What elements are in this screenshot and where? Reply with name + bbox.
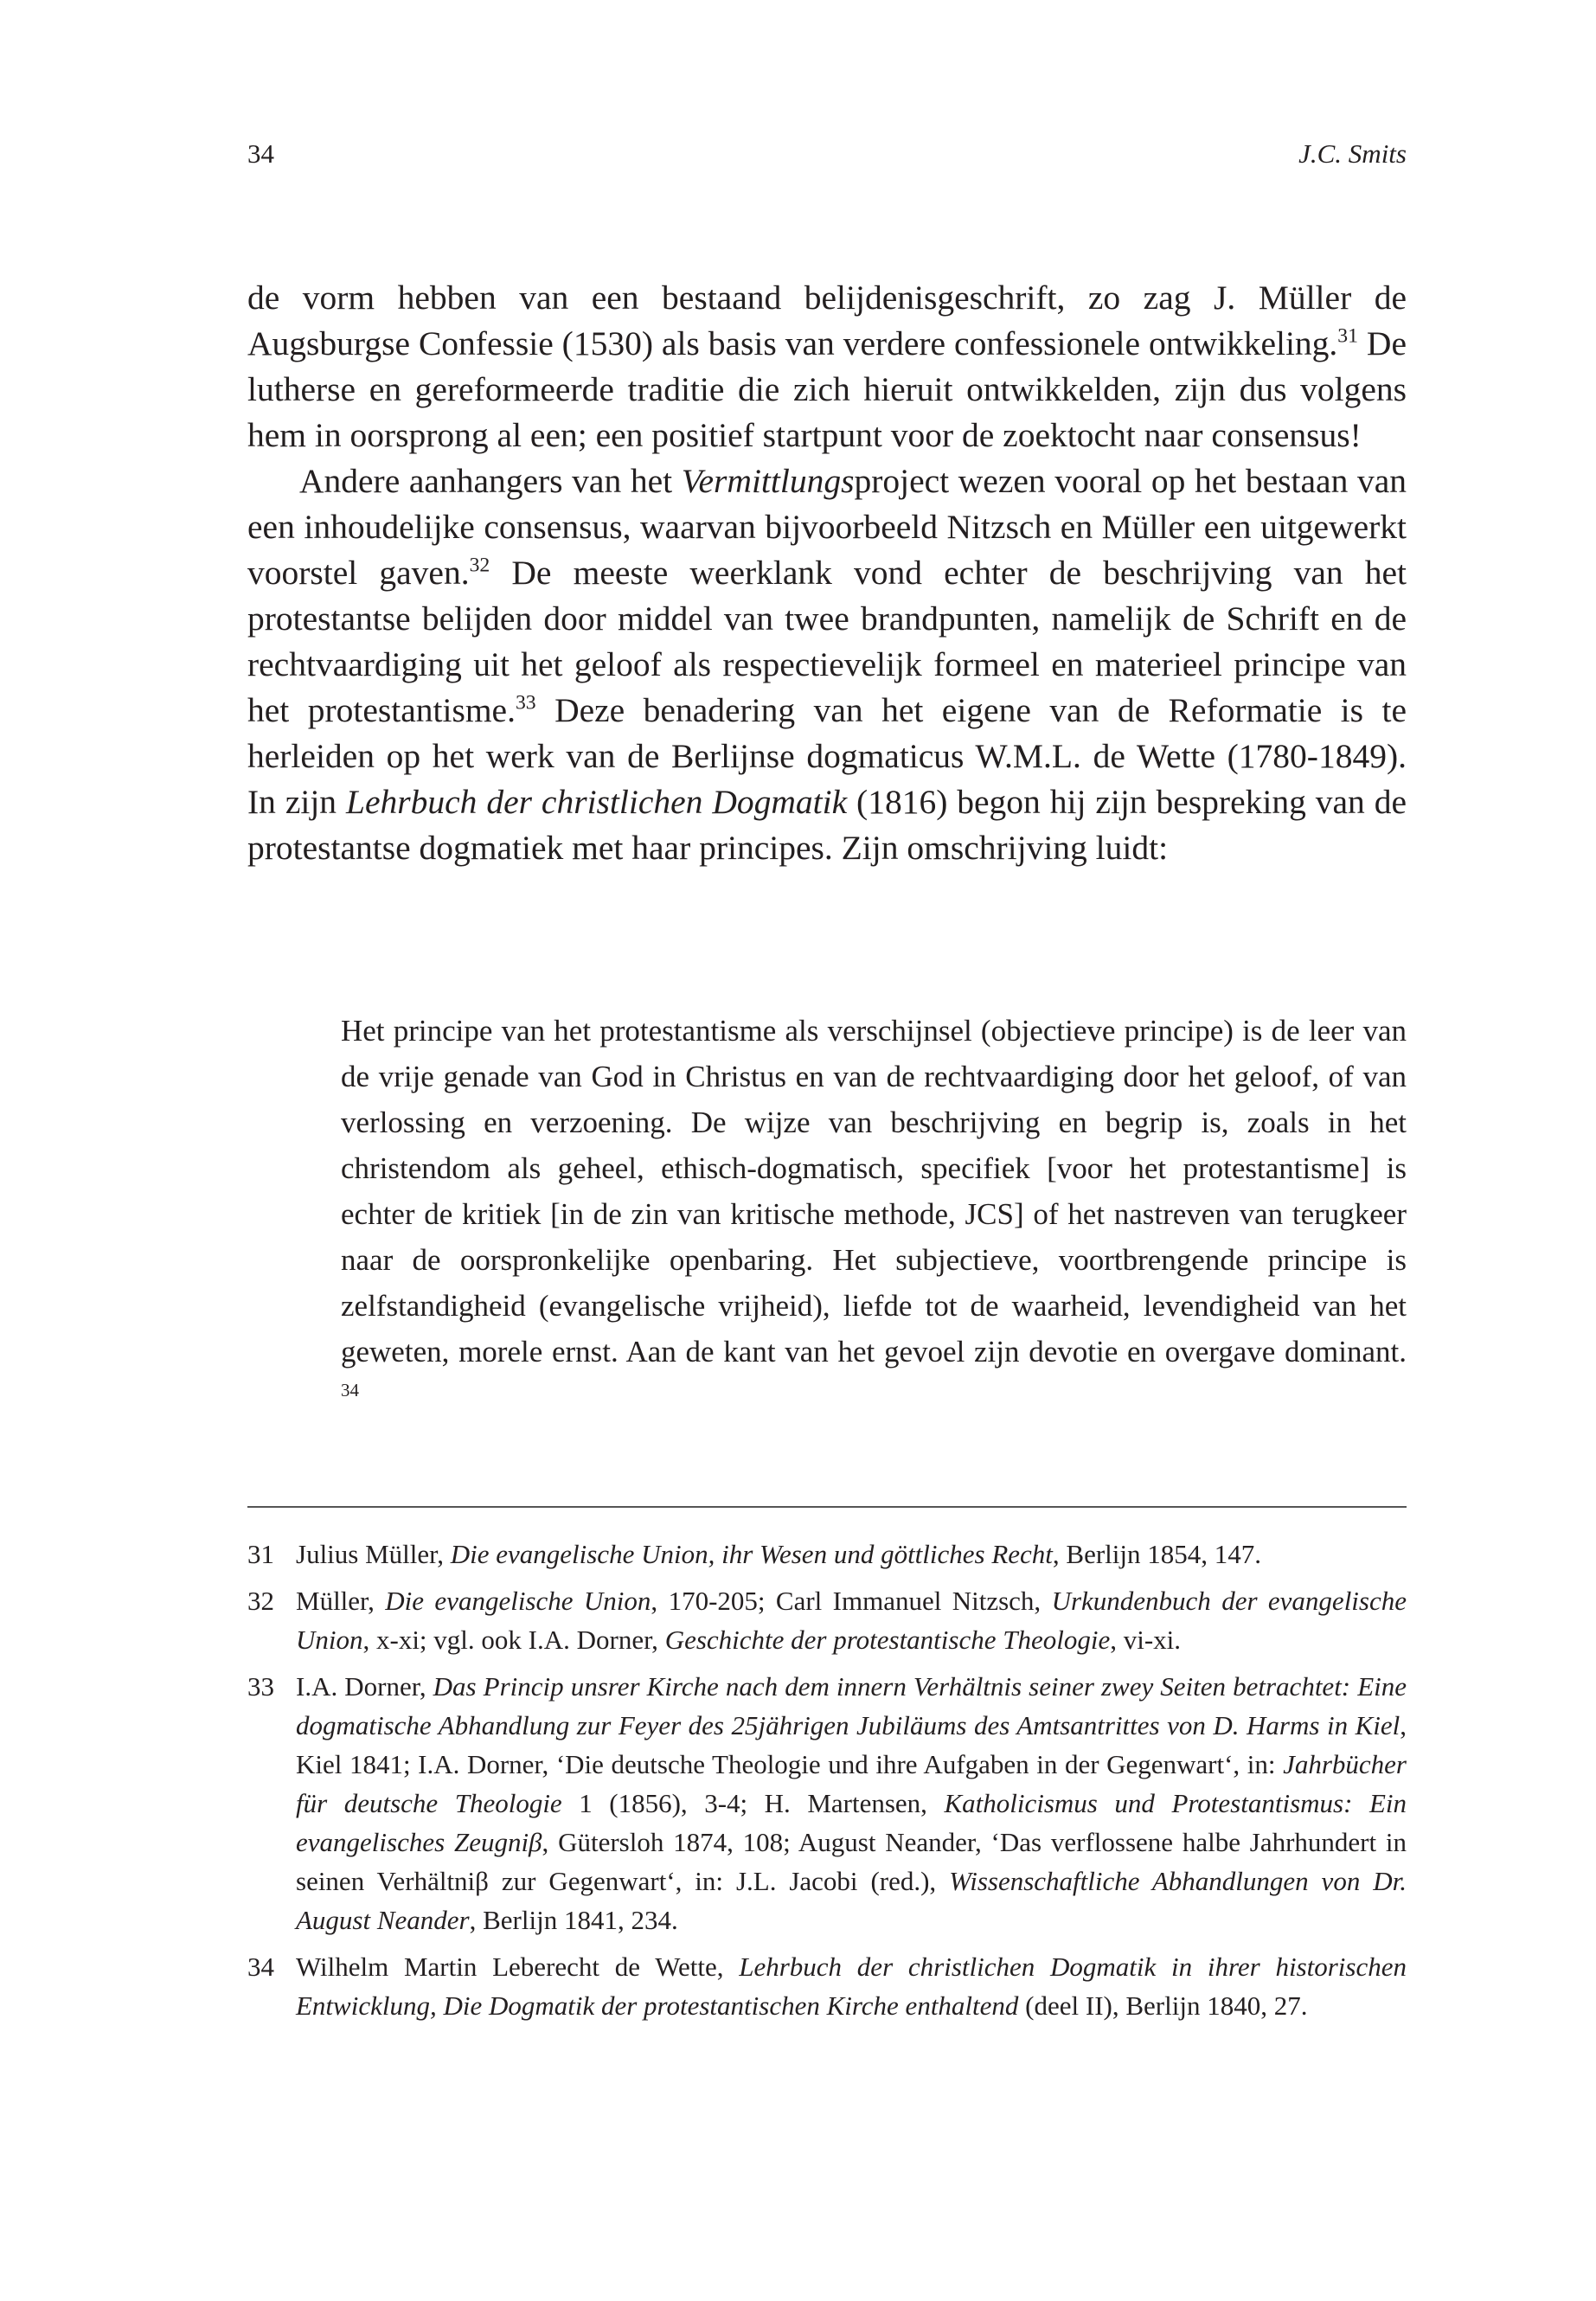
text-run: (deel II), Berlijn 1840, 27.	[1018, 1990, 1308, 2021]
block-quote	[341, 1008, 1407, 1420]
italic-term: Vermittlungs	[681, 462, 855, 500]
book-title: Geschichte der protestantische Theologie	[664, 1625, 1111, 1655]
running-head-author: J.C. Smits	[1298, 138, 1407, 169]
book-title: Die evangelische Union, ihr Wesen und göttliches Recht	[450, 1539, 1053, 1569]
text-run: , vi-xi.	[1110, 1625, 1182, 1655]
footnotes	[247, 1535, 1407, 2025]
text-run: , Kiel 1841; I.A. Dorner, ‘Die deutsche Theologie und ihre Aufgaben in der Gegenwart‘, in:	[296, 1710, 1407, 1779]
footnote-number: 33	[247, 1671, 274, 1702]
footnote-number: 34	[247, 1952, 274, 1982]
footnote-ref[interactable]: 31	[1337, 324, 1358, 348]
paragraph	[247, 458, 1407, 871]
footnote-number: 32	[247, 1586, 274, 1616]
book-title: Wissenschaftliche Abhandlungen von Dr. August Neander	[296, 1866, 1407, 1935]
book-title: Urkundenbuch der evangelische Union	[296, 1586, 1407, 1655]
text-run: , 170-205; Carl Immanuel Nitzsch,	[651, 1586, 1052, 1616]
text-run: Andere aanhangers van het	[299, 462, 682, 500]
text-run: De meeste weerklank vond echter de beschrijving van het protestantse belijden door middel van twee brandpunten, namelijk de Schrift en de rechtvaardiging uit het geloof als respectievelijk formeel en materieel principe van het protestantisme.	[247, 554, 1407, 729]
body-text	[247, 275, 1407, 871]
text-run: Julius Müller,	[296, 1539, 451, 1569]
text-run: , Berlijn 1841, 234.	[469, 1905, 678, 1935]
text-run: , x-xi; vgl. ook I.A. Dorner,	[362, 1625, 665, 1655]
text-run: De lutherse en gereformeerde traditie die zich hieruit ontwikkelden, zijn dus volgens hem in oorsprong al een; een positief startpunt voor de zoektocht naar consensus!	[247, 324, 1407, 454]
text-run: de vorm hebben van een bestaand belijdenisgeschrift, zo zag J. Müller de Augsburgse Confessie (1530) als basis van verdere confessionele ontwikkeling.	[247, 279, 1407, 362]
book-title: Jahrbücher für deutsche Theologie	[296, 1749, 1407, 1818]
footnote-ref[interactable]: 34	[341, 1379, 359, 1400]
book-title: Lehrbuch der christlichen Dogmatik	[346, 783, 848, 821]
text-run: , Berlijn 1854, 147.	[1052, 1539, 1262, 1569]
book-title: Lehrbuch der christlichen Dogmatik in ihrer historischen Entwicklung, Die Dogmatik der protestantischen Kirche enthaltend	[296, 1952, 1407, 2021]
book-title: Das Princip unsrer Kirche nach dem innern Verhältnis seiner zwey Seiten betrachtet: Eine dogmatische Abhandlung zur Feyer des 25jährigen Jubiläums des Amtsantrittes von D. Harms in Kiel	[296, 1671, 1407, 1740]
quote-text: Het principe van het protestantisme als verschijnsel (objectieve principe) is de leer van de vrije genade van God in Christus en van de rechtvaardiging door het geloof, of van verlossing en verzoening. De wijze van beschrijving en begrip is, zoals in het christendom als geheel, ethisch-dogmatisch, specifiek [voor het protestantisme] is echter de kritiek [in de zin van kritische methode, JCS] of het nastreven van terugkeer naar de oorspronkelijke openbaring. Het subjectieve, voortbrengende principe is zelfstandigheid (evangelische vrijheid), liefde tot de waarheid, levendigheid van het geweten, morele ernst. Aan de kant van het gevoel zijn devotie en overgave dominant.	[341, 1014, 1407, 1368]
footnote-ref[interactable]: 32	[469, 554, 490, 577]
footnote-number: 31	[247, 1539, 274, 1569]
text-run: Wilhelm Martin Leberecht de Wette,	[296, 1952, 740, 1982]
book-title: Die evangelische Union	[385, 1586, 651, 1616]
footnote	[247, 1581, 1407, 1659]
book-title: Katholicismus und Protestantismus: Ein evangelisches Zeugniβ	[296, 1788, 1407, 1857]
paragraph	[247, 275, 1407, 458]
footnote	[247, 1947, 1407, 2025]
text-run: (1816) begon hij zijn bespreking van de protestantse dogmatiek met haar principes. Zijn omschrijving luidt:	[247, 783, 1407, 867]
text-run: Müller,	[296, 1586, 386, 1616]
footnote	[247, 1667, 1407, 1939]
text-run: project wezen vooral op het bestaan van een inhoudelijke consensus, waarvan bijvoorbeeld Nitzsch en Müller een uitgewerkt voorstel gaven.	[247, 462, 1407, 592]
text-run: , Gütersloh 1874, 108; August Neander, ‘Das verflossene halbe Jahrhundert in seinen Verhältniβ zur Gegenwart‘, in: J.L. Jacobi (red.),	[296, 1827, 1407, 1896]
text-run: Deze benadering van het eigene van de Reformatie is te herleiden op het werk van de Berlijnse dogmaticus W.M.L. de Wette (1780-1849). In zijn	[247, 691, 1407, 821]
text-run: 1 (1856), 3-4; H. Martensen,	[561, 1788, 945, 1818]
text-run: I.A. Dorner,	[296, 1671, 433, 1702]
footnote-divider	[247, 1506, 1407, 1508]
page-number: 34	[247, 138, 274, 169]
footnote	[247, 1535, 1407, 1574]
footnote-ref[interactable]: 33	[515, 691, 536, 715]
